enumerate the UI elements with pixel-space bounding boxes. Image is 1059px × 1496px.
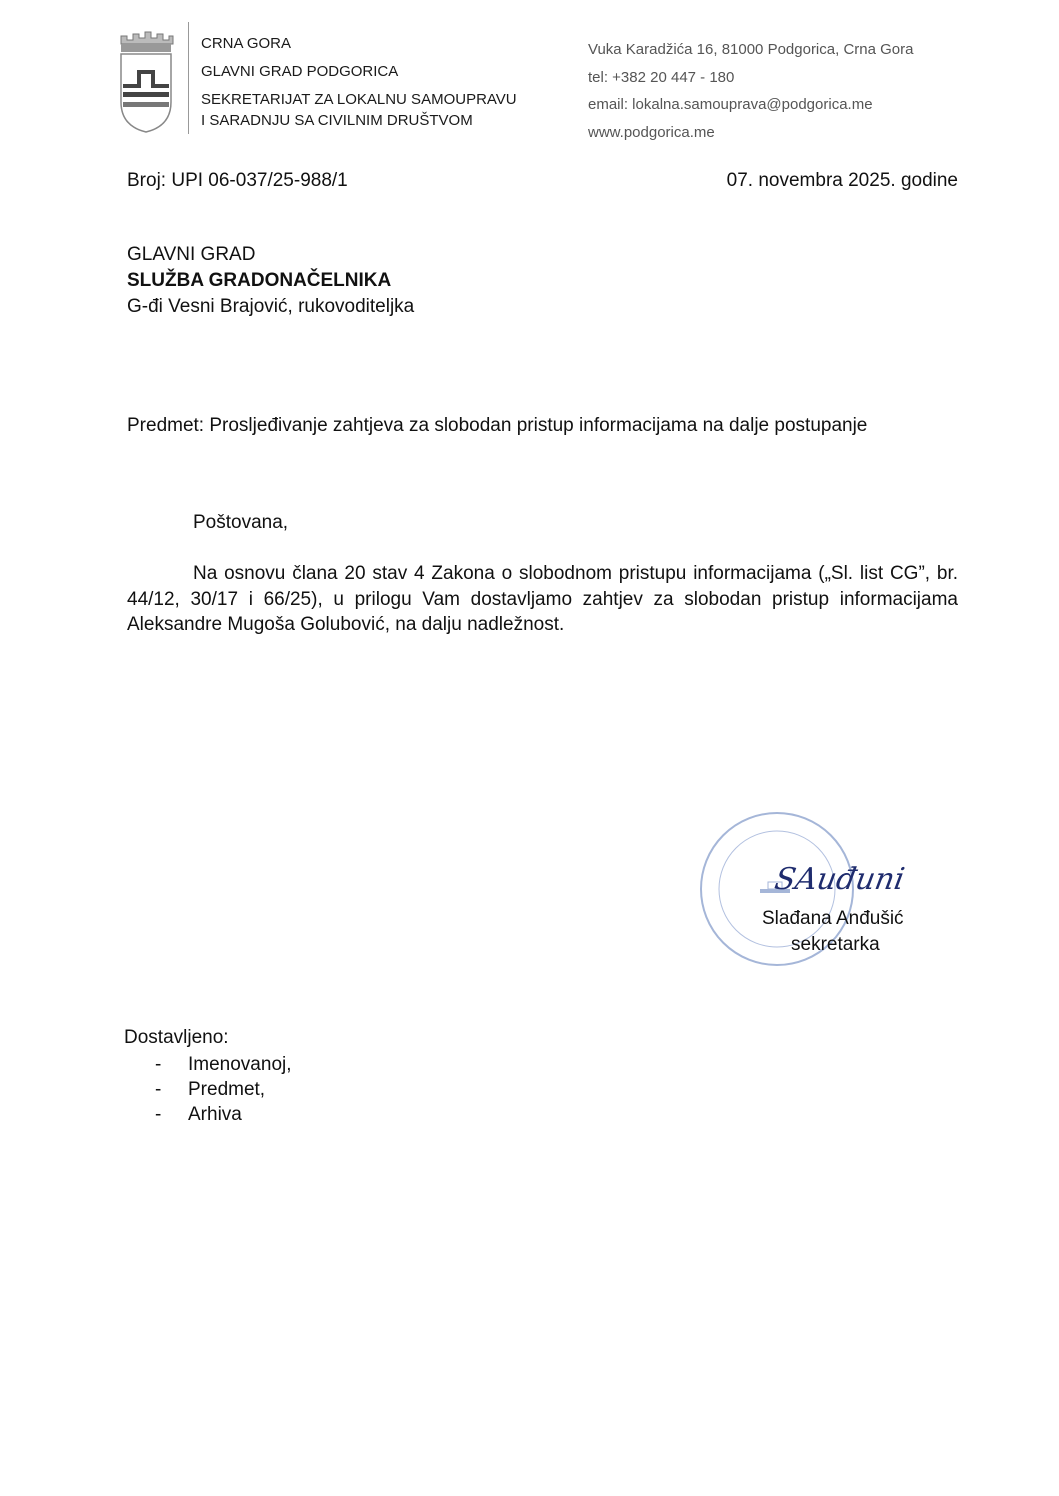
subject-line: Predmet: Prosljeđivanje zahtjeva za slobodan pristup informacijama na dalje postupanje: [127, 415, 868, 436]
header-divider: [188, 22, 189, 134]
coat-of-arms-logo: [117, 30, 175, 134]
salutation: Poštovana,: [193, 512, 289, 533]
reference-number: Broj: UPI 06-037/25-988/1: [127, 170, 348, 191]
recipient-line-2: SLUŽBA GRADONAČELNIKA: [127, 270, 392, 291]
handwritten-signature: SAuđuni: [771, 862, 908, 897]
header-website: www.podgorica.me: [588, 123, 715, 141]
body-paragraph: Na osnovu člana 20 stav 4 Zakona o slobodnom pristupu informacijama („Sl. list CG”, br. 44/12, 30/17 i 66/25), u prilogu Vam dostavljamo zahtjev za slobodan pristup informacijama Aleksandre Mugoša Golubović, na dalju nadležnost.: [127, 563, 958, 635]
header-department: SEKRETARIJAT ZA LOKALNU SAMOUPRAVU: [201, 91, 517, 108]
header-org: [201, 36, 517, 129]
signatory-name: Slađana Anđušić: [762, 908, 904, 929]
distribution-list: [155, 1052, 292, 1127]
list-item: - Imenovanoj,: [155, 1052, 292, 1077]
recipient-block: [127, 242, 414, 320]
header-contact: [588, 36, 913, 146]
document-date: 07. novembra 2025. godine: [726, 170, 958, 191]
header-department-2: I SARADNJU SA CIVILNIM DRUŠTVOM: [201, 112, 473, 129]
header-phone: tel: +382 20 447 - 180: [588, 68, 735, 86]
list-item: - Predmet,: [155, 1077, 292, 1102]
list-item: - Arhiva: [155, 1102, 292, 1127]
header-email: email: lokalna.samouprava@podgorica.me: [588, 96, 873, 113]
header-address: Vuka Karadžića 16, 81000 Podgorica, Crna Gora: [588, 41, 914, 58]
distribution-label: Dostavljeno:: [124, 1027, 229, 1048]
recipient-line-1: GLAVNI GRAD: [127, 244, 256, 265]
signatory: [762, 906, 904, 958]
signatory-title: sekretarka: [791, 934, 880, 955]
recipient-line-3: G-đi Vesni Brajović, rukovoditeljka: [127, 296, 415, 317]
header-country: CRNA GORA: [201, 35, 292, 52]
header-city: GLAVNI GRAD PODGORICA: [201, 63, 399, 80]
